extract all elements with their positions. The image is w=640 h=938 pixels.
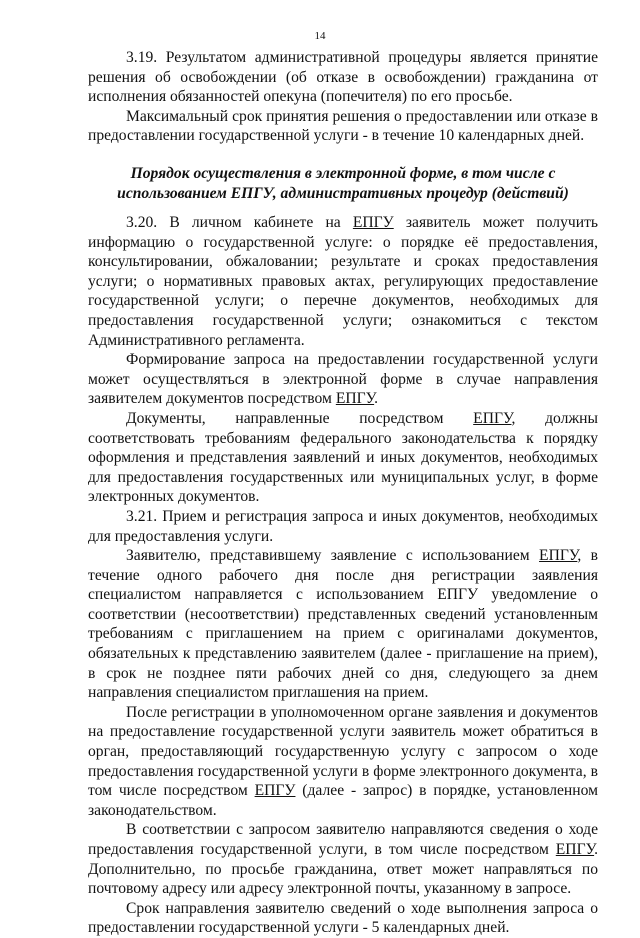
p-docs-text-a: Документы, направленные посредством bbox=[126, 409, 474, 427]
p-accord-text-a: В соответствии с запросом заявителю направляются сведения о ходе предоставления государственной услуги, в том числе посредством bbox=[88, 821, 598, 858]
p320-text-a: 3.20. В личном кабинете на bbox=[126, 214, 353, 231]
p-form-text-a: Формирование запроса на предоставлении государственной услуги может осуществляться в электронной форме в случае направления заявителем документов посредством bbox=[88, 351, 598, 408]
paragraph-documents bbox=[88, 409, 598, 507]
paragraph-applicant-notice bbox=[88, 546, 598, 703]
p-form-text-b: . bbox=[374, 390, 379, 408]
epgu-link[interactable]: ЕПГУ bbox=[335, 390, 375, 408]
p-after-text-b: (далее - запрос) в порядке, установленном законодательством. bbox=[88, 782, 598, 819]
p320-text-b: заявитель может получить информацию о государственной услуге: о порядке её предоставления, консультировании, обжаловании; результате и сроках предоставления услуги; о нормативных правовых актах, регулирующих предоставление государственной услуги; о перечне документов, необходимых для предоставления государственной услуги; ознакомиться с текстом Административного регламента. bbox=[88, 214, 598, 349]
p-applicant-text-a: Заявителю, представившему заявление с использованием bbox=[126, 547, 540, 565]
heading-electronic-procedures: Порядок осуществления в электронной форме, в том числе с использованием ЕПГУ, административных процедур (действий) bbox=[117, 165, 569, 202]
paragraph-after-registration bbox=[88, 703, 598, 821]
paragraph-max-term: Максимальный срок принятия решения о предоставлении или отказе в предоставлении государственной услуги - в течение 10 календарных дней. bbox=[88, 107, 598, 145]
section-heading bbox=[88, 164, 598, 203]
page-number: 14 bbox=[314, 30, 326, 42]
section-3-20 bbox=[88, 213, 598, 938]
paragraph-3-20 bbox=[88, 213, 598, 350]
epgu-link[interactable]: ЕПГУ bbox=[555, 841, 595, 858]
paragraph-3-21: 3.21. Прием и регистрация запроса и иных документов, необходимых для предоставления услуги. bbox=[88, 507, 598, 545]
epgu-link[interactable]: ЕПГУ bbox=[473, 409, 512, 427]
section-3-19 bbox=[88, 48, 598, 146]
p-after-text-a: После регистрации в уполномоченном органе заявления и документов на предоставление государственной услуги заявитель может обратиться в орган, предоставляющий государственную услугу с запросом о ходе предоставления государственной услуги в форме электронного документа, в том числе посредством bbox=[88, 703, 598, 800]
paragraph-request-forming bbox=[88, 350, 598, 409]
epgu-link[interactable]: ЕПГУ bbox=[254, 782, 296, 800]
p-applicant-text-b: , в течение одного рабочего дня после дня регистрации заявления специалистом направляется с использованием ЕПГУ уведомление о соответствии (несоответствии) представленных сведений установленным требованиям с приглашением на прием с оригиналами документов, обязательных к представлению заявителем (далее - приглашение на прием), в срок не позднее пяти рабочих дней со дня, следующего за днем направления специалистом приглашения на прием. bbox=[88, 547, 598, 702]
epgu-link[interactable]: ЕПГУ bbox=[352, 214, 394, 231]
paragraph-3-19: 3.19. Результатом административной процедуры является принятие решения об освобождении (об отказе в освобождении) гражданина от исполнения обязанностей опекуна (попечителя) по его просьбе. bbox=[88, 49, 598, 106]
p-docs-text-b: , должны соответствовать требованиям федерального законодательства к порядку оформления и представления заявлений и иных документов, необходимых для предоставления государственных или муниципальных услуг, в форме электронных документов. bbox=[88, 409, 598, 506]
paragraph-according-request bbox=[88, 820, 598, 898]
paragraph-response-term: Срок направления заявителю сведений о ходе выполнения запроса о предоставлении государственной услуги - 5 календарных дней. bbox=[88, 899, 598, 937]
p-accord-text-b: . Дополнительно, по просьбе гражданина, ответ может направляться по почтовому адресу или адресу электронной почты, указанному в запросе. bbox=[88, 841, 598, 898]
epgu-link[interactable]: ЕПГУ bbox=[539, 547, 578, 565]
